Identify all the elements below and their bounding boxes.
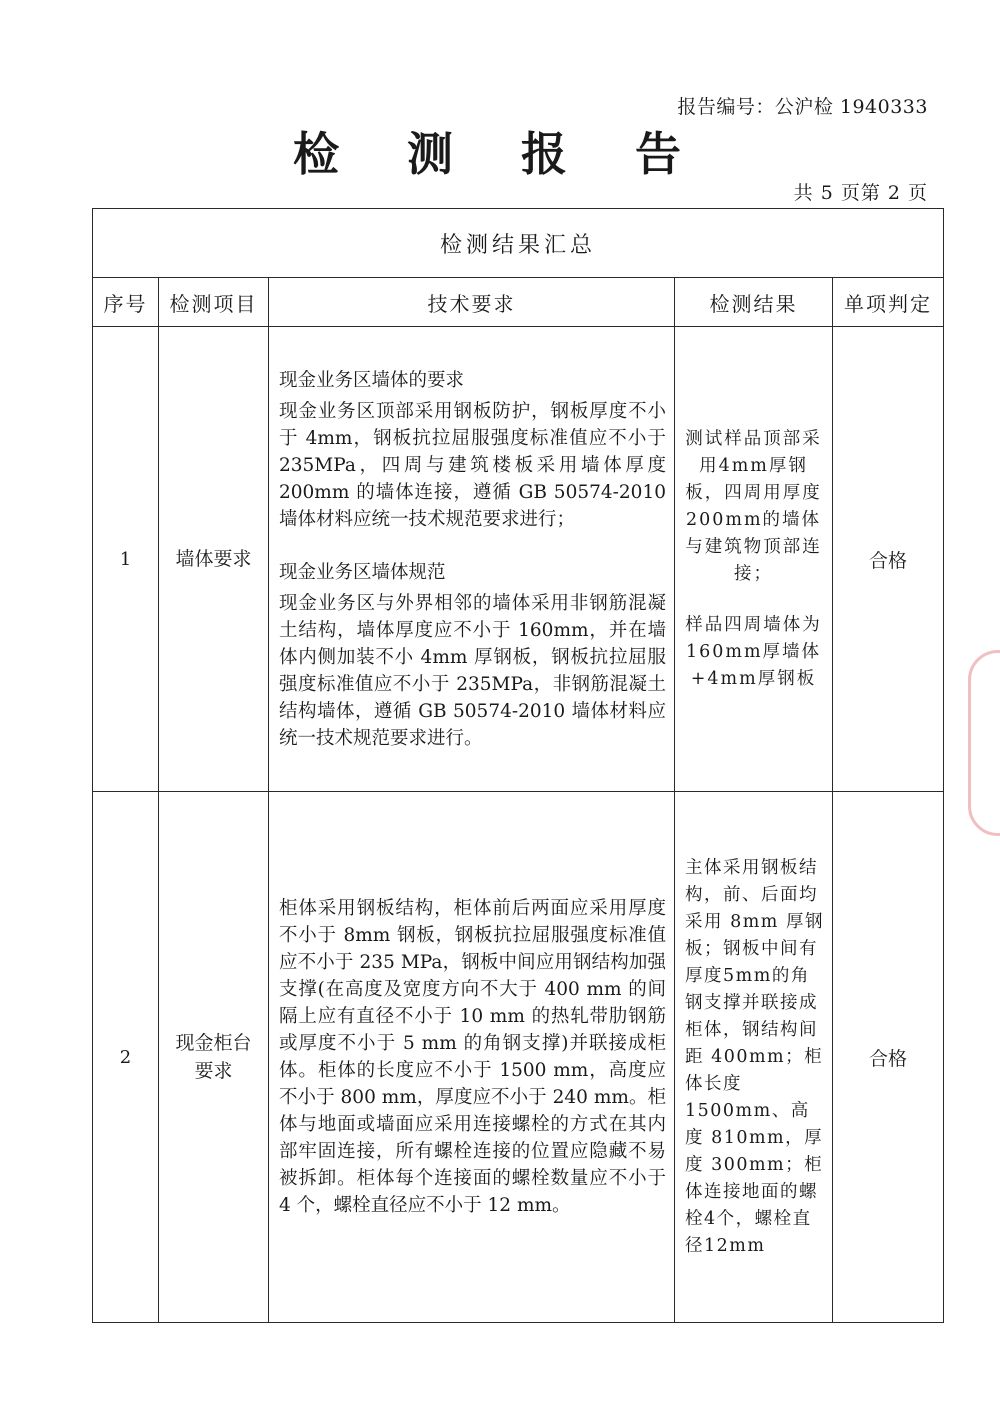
col-header-no: 序号 [93,278,159,327]
table-row [93,327,944,792]
row-item: 墙体要求 [159,327,269,792]
seal-stamp-icon [968,650,1000,836]
requirement-heading: 现金业务区墙体规范 [279,561,446,583]
row-number: 2 [93,792,159,1323]
col-header-judgement: 单项判定 [833,278,944,327]
requirement-text: 柜体采用钢板结构，柜体前后两面应采用厚度不小于 8mm 钢板，钢板抗拉屈服强度标准值应不小于 235 MPa，钢板中间应用钢结构加强支撑(在高度及宽度方向不大于 400 mm 的间隔上应有直径不小于 10 mm 的热轧带肋钢筋或厚度不小于 5 mm 的角钢支撑)并联接成柜体。柜体的长度应不小于 1500 mm，高度应不小于 800 mm，厚度应不小于 240 mm。柜体与地面或墙面应采用连接螺栓的方式在其内部牢固连接，所有螺栓连接的位置应隐藏不易被拆卸。柜体每个连接面的螺栓数量应不小于 4 个，螺栓直径应不小于 12 mm。 [279,898,666,1216]
results-table [92,208,944,1323]
row-requirement [269,327,675,792]
row-requirement [269,792,675,1323]
result-text: 样品四周墙体为160mm厚墙体+4mm厚钢板 [685,614,822,689]
col-header-requirement: 技术要求 [269,278,675,327]
requirement-text: 现金业务区顶部采用钢板防护，钢板厚度不小于 4mm，钢板抗拉屈服强度标准值应不小于 235MPa，四周与建筑楼板采用墙体厚度 200mm 的墙体连接，遵循 GB 50574-2010 墙体材料应统一技术规范要求进行； [279,400,666,530]
col-header-item: 检测项目 [159,278,269,327]
page-info: 共 5 页第 2 页 [793,182,928,204]
row-number: 1 [93,327,159,792]
table-row [93,792,944,1323]
table-header-row [93,278,944,327]
row-judgement: 合格 [833,792,944,1323]
row-result [675,327,833,792]
row-result [675,792,833,1323]
report-title: 检 测 报 告 [292,127,708,181]
result-text: 主体采用钢板结构，前、后面均采用 8mm 厚钢板；钢板中间有厚度5mm的角钢支撑并联接成柜体，钢结构间距 400mm；柜体长度 1500mm、高度 810mm，厚度 300mm；柜体连接地面的螺栓4个，螺栓直径12mm [685,857,824,1256]
summary-title: 检测结果汇总 [93,209,944,278]
result-text: 测试样品顶部采用4mm厚钢板，四周用厚度200mm的墙体与建筑物顶部连接； [685,428,822,584]
row-item: 现金柜台要求 [159,792,269,1323]
requirement-text: 现金业务区与外界相邻的墙体采用非钢筋混凝土结构，墙体厚度应不小于 160mm，并在墙体内侧加装不小 4mm 厚钢板，钢板抗拉屈服强度标准值应不小于 235MPa，非钢筋混凝土结构墙体，遵循 GB 50574-2010 墙体材料应统一技术规范要求进行。 [279,592,666,749]
col-header-result: 检测结果 [675,278,833,327]
report-number: 报告编号：公沪检 1940333 [677,96,928,118]
row-judgement: 合格 [833,327,944,792]
requirement-heading: 现金业务区墙体的要求 [279,369,465,391]
